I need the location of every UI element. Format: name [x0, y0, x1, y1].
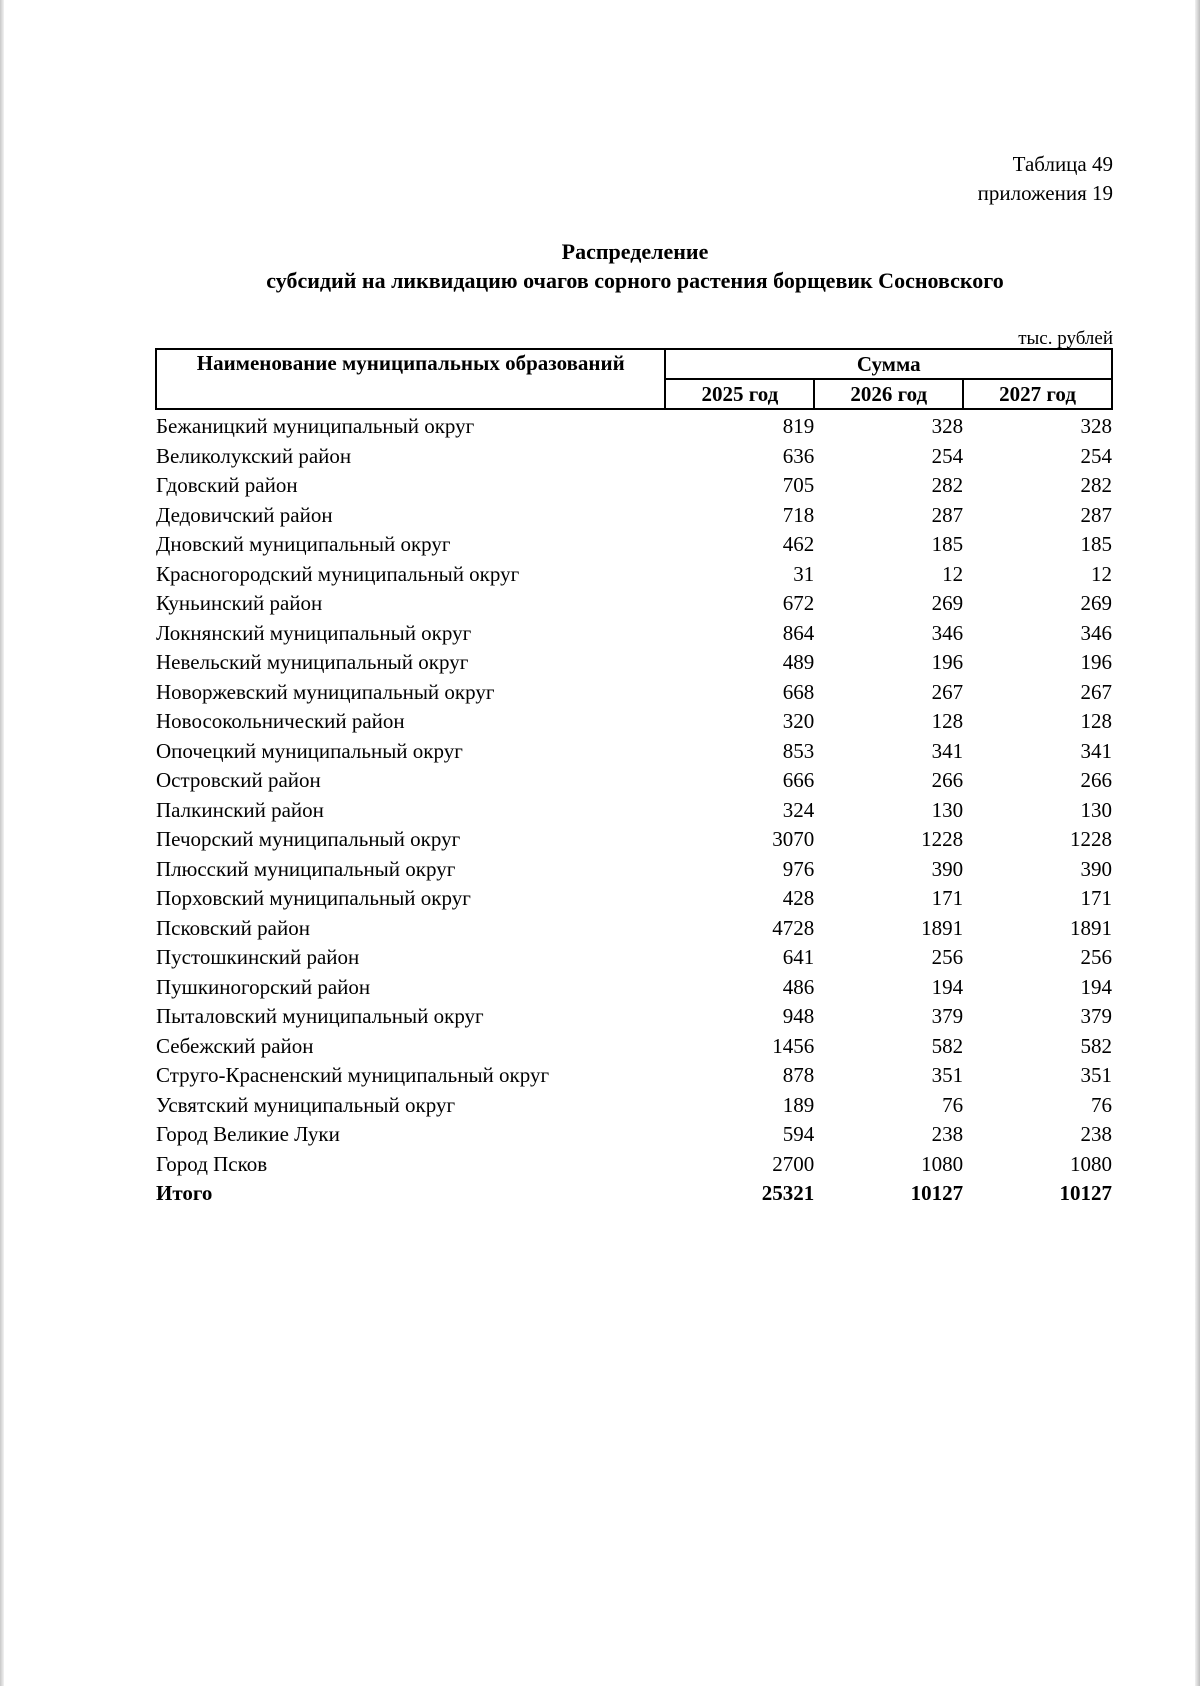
amount-2025: 486 — [782, 974, 815, 999]
municipality-name: Плюсский муниципальный округ — [156, 856, 456, 881]
header-year-2025: 2025 год — [665, 379, 814, 409]
municipality-name: Город Великие Луки — [156, 1122, 340, 1146]
amount-2027: 269 — [1080, 591, 1112, 615]
amount-2026: 282 — [931, 473, 964, 497]
table-row — [156, 825, 1112, 855]
amount-2026: 269 — [931, 591, 964, 615]
municipality-name: Куньинский район — [156, 591, 323, 615]
amount-2027: 194 — [1080, 974, 1112, 999]
amount-2025: 324 — [782, 797, 815, 822]
amount-2025: 672 — [782, 591, 815, 615]
amount-2025: 976 — [782, 856, 815, 881]
amount-2027: 341 — [1080, 738, 1112, 763]
title-line-2: субсидий на ликвидацию очагов сорного растения борщевик Сосновского — [266, 268, 1004, 293]
amount-2025: 189 — [782, 1092, 815, 1117]
amount-2025: 668 — [782, 679, 815, 704]
municipality-name: Локнянский муниципальный округ — [156, 620, 472, 645]
amount-2025: 864 — [782, 620, 815, 645]
table-row — [156, 409, 1112, 442]
amount-2025: 428 — [782, 886, 815, 910]
amount-2027: 254 — [1080, 443, 1112, 468]
amount-2027: 76 — [1091, 1092, 1112, 1117]
amount-2025: 636 — [782, 443, 815, 468]
municipality-name: Печорский муниципальный округ — [156, 827, 461, 851]
table-row — [156, 471, 1112, 501]
amount-2027: 351 — [1080, 1063, 1112, 1087]
table-row — [156, 855, 1112, 885]
amount-2026: 185 — [931, 532, 964, 556]
municipality-name: Себежский район — [156, 1033, 314, 1058]
table-row — [156, 1091, 1112, 1121]
municipality-name: Бежаницкий муниципальный округ — [156, 414, 475, 438]
amount-2026: 196 — [931, 650, 964, 674]
municipality-name: Островский район — [156, 768, 321, 792]
amount-2026: 1080 — [921, 1151, 964, 1176]
amount-2027: 379 — [1080, 1004, 1112, 1028]
amount-2027: 287 — [1080, 502, 1112, 527]
distribution-table — [155, 348, 1113, 1209]
amount-2025: 320 — [782, 709, 815, 733]
table-row — [156, 914, 1112, 944]
amount-2025: 641 — [782, 945, 815, 969]
table-row — [156, 442, 1112, 472]
table-row — [156, 530, 1112, 560]
amount-2027: 12 — [1091, 561, 1112, 586]
municipality-name: Усвятский муниципальный округ — [156, 1092, 456, 1117]
municipality-name: Опочецкий муниципальный округ — [156, 738, 463, 763]
table-row — [156, 884, 1112, 914]
municipality-name: Порховский муниципальный округ — [156, 886, 471, 910]
amount-2026: 12 — [942, 561, 964, 586]
units-label: тыс. рублей — [1018, 328, 1113, 349]
amount-2025: 819 — [782, 414, 815, 438]
municipality-name: Дедовичский район — [156, 502, 333, 527]
amount-2026: 238 — [931, 1122, 964, 1146]
municipality-name: Великолукский район — [156, 443, 352, 468]
amount-2026: 256 — [931, 945, 964, 969]
amount-2027: 196 — [1080, 650, 1112, 674]
amount-2025: 462 — [782, 532, 815, 556]
municipality-name: Дновский муниципальный округ — [156, 532, 451, 556]
table-row — [156, 648, 1112, 678]
amount-2027: 1228 — [1070, 827, 1112, 851]
amount-2026: 254 — [931, 443, 964, 468]
municipality-name: Новоржевский муниципальный округ — [156, 679, 495, 704]
amount-2027: 130 — [1080, 797, 1112, 822]
header-sum: Сумма — [665, 349, 1112, 379]
municipality-name: Гдовский район — [156, 473, 298, 497]
amount-2025: 853 — [782, 738, 815, 763]
amount-2026: 267 — [931, 679, 964, 704]
amount-2027: 282 — [1080, 473, 1112, 497]
municipality-name: Струго-Красненский муниципальный округ — [156, 1063, 550, 1087]
table-row — [156, 1002, 1112, 1032]
amount-2025: 1456 — [772, 1033, 815, 1058]
table-reference — [978, 150, 1113, 208]
amount-2027: 171 — [1080, 886, 1112, 910]
amount-2027: 128 — [1080, 709, 1112, 733]
total-2025: 25321 — [761, 1181, 815, 1205]
amount-2026: 379 — [931, 1004, 964, 1028]
appendix-number: приложения 19 — [977, 181, 1113, 205]
municipality-name: Красногородский муниципальный округ — [156, 561, 520, 586]
table-row — [156, 619, 1112, 649]
amount-2025: 4728 — [772, 915, 815, 940]
amount-2027: 267 — [1080, 679, 1112, 704]
municipality-name: Пыталовский муниципальный округ — [156, 1004, 484, 1028]
table-row — [156, 943, 1112, 973]
table-row — [156, 678, 1112, 708]
municipality-name: Пустошкинский район — [156, 945, 360, 969]
amount-2025: 31 — [793, 561, 815, 586]
amount-2027: 390 — [1080, 856, 1112, 881]
table-row — [156, 796, 1112, 826]
header-year-2027: 2027 год — [963, 379, 1112, 409]
amount-2027: 238 — [1080, 1122, 1112, 1146]
amount-2026: 287 — [931, 502, 964, 527]
amount-2027: 1080 — [1070, 1151, 1112, 1176]
table-row — [156, 707, 1112, 737]
amount-2025: 489 — [782, 650, 815, 674]
municipality-name: Пушкиногорский район — [156, 974, 371, 999]
amount-2026: 1891 — [921, 915, 964, 940]
amount-2027: 1891 — [1070, 915, 1112, 940]
table-row — [156, 766, 1112, 796]
table-row — [156, 1120, 1112, 1150]
amount-2026: 171 — [931, 886, 964, 910]
amount-2027: 256 — [1080, 945, 1112, 969]
amount-2026: 351 — [931, 1063, 964, 1087]
amount-2027: 346 — [1080, 620, 1112, 645]
amount-2026: 346 — [931, 620, 964, 645]
table-number: Таблица 49 — [1012, 152, 1113, 176]
table-row — [156, 1150, 1112, 1180]
total-2026: 10127 — [910, 1181, 964, 1205]
header-year-2026: 2026 год — [814, 379, 963, 409]
amount-2027: 185 — [1080, 532, 1112, 556]
header-municipality: Наименование муниципальных образований — [156, 349, 665, 409]
amount-2025: 666 — [782, 768, 815, 792]
table-row — [156, 1061, 1112, 1091]
table-row — [156, 737, 1112, 767]
amount-2025: 3070 — [772, 827, 815, 851]
amount-2027: 266 — [1080, 768, 1112, 792]
table-row — [156, 1032, 1112, 1062]
amount-2027: 328 — [1080, 414, 1112, 438]
table-row — [156, 501, 1112, 531]
municipality-name: Псковский район — [156, 915, 310, 940]
document-title — [0, 237, 1200, 295]
amount-2025: 2700 — [772, 1151, 815, 1176]
amount-2026: 582 — [931, 1033, 964, 1058]
total-row — [156, 1179, 1112, 1209]
total-2027: 10127 — [1059, 1181, 1112, 1205]
table-row — [156, 973, 1112, 1003]
amount-2026: 76 — [942, 1092, 964, 1117]
amount-2026: 328 — [931, 414, 964, 438]
amount-2025: 718 — [782, 502, 815, 527]
table-body — [156, 409, 1112, 1209]
municipality-name: Город Псков — [156, 1151, 268, 1176]
amount-2026: 130 — [931, 797, 964, 822]
amount-2025: 878 — [782, 1063, 815, 1087]
amount-2027: 582 — [1080, 1033, 1112, 1058]
amount-2026: 390 — [931, 856, 964, 881]
amount-2026: 1228 — [921, 827, 964, 851]
municipality-name: Новосокольнический район — [156, 709, 405, 733]
amount-2026: 266 — [931, 768, 964, 792]
amount-2025: 948 — [782, 1004, 815, 1028]
amount-2026: 341 — [931, 738, 964, 763]
amount-2025: 594 — [782, 1122, 815, 1146]
amount-2026: 128 — [931, 709, 964, 733]
total-label: Итого — [156, 1181, 213, 1205]
title-line-1: Распределение — [561, 239, 709, 264]
table-row — [156, 560, 1112, 590]
municipality-name: Палкинский район — [156, 797, 324, 822]
amount-2025: 705 — [782, 473, 815, 497]
municipality-name: Невельский муниципальный округ — [156, 650, 469, 674]
amount-2026: 194 — [931, 974, 964, 999]
table-row — [156, 589, 1112, 619]
